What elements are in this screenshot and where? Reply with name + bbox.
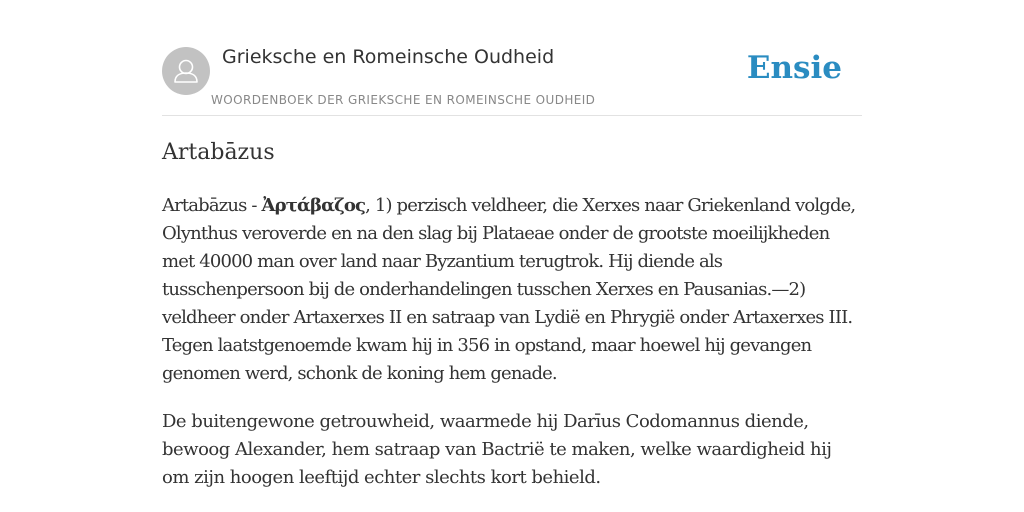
entry-paragraph xyxy=(162,192,862,388)
brand-logo[interactable]: Ensie xyxy=(746,50,842,86)
source-title[interactable]: Grieksche en Romeinsche Oudheid xyxy=(222,46,555,68)
entry-paragraph: De buitengewone getrouwheid, waarmede hij Darīus Codomannus diende, bewoog Alexander, hem satraap van Bactrië te maken, welke waardigheid hij om zijn hoogen leeftijd echter slechts kort behield. xyxy=(162,411,832,488)
entry-body xyxy=(162,192,862,512)
entry-title: Artabāzus xyxy=(162,140,275,165)
header-divider xyxy=(162,115,862,116)
entry-lead: Artabāzus - xyxy=(162,195,262,216)
greek-term: Ἀρτάβαζος xyxy=(261,195,366,216)
source-avatar[interactable] xyxy=(162,47,210,95)
source-subtitle: WOORDENBOEK DER GRIEKSCHE EN ROMEINSCHE OUDHEID xyxy=(211,93,596,107)
user-icon xyxy=(162,47,210,95)
entry-text: , 1) perzisch veldheer, die Xerxes naar Griekenland volgde, Olynthus veroverde en na den slag bij Plataeae onder de grootste moeilijkheden met 40000 man over land naar Byzantium terugtrok. Hij diende als tusschenpersoon bij de onderhandelingen tusschen Xerxes en Pausanias.—2) veldheer onder Artaxerxes II en satraap van Lydië en Phrygië onder Artaxerxes III. Tegen laatstgenoemde kwam hij in 356 in opstand, maar hoewel hij gevangen genomen werd, schonk de koning hem genade. xyxy=(162,195,856,384)
